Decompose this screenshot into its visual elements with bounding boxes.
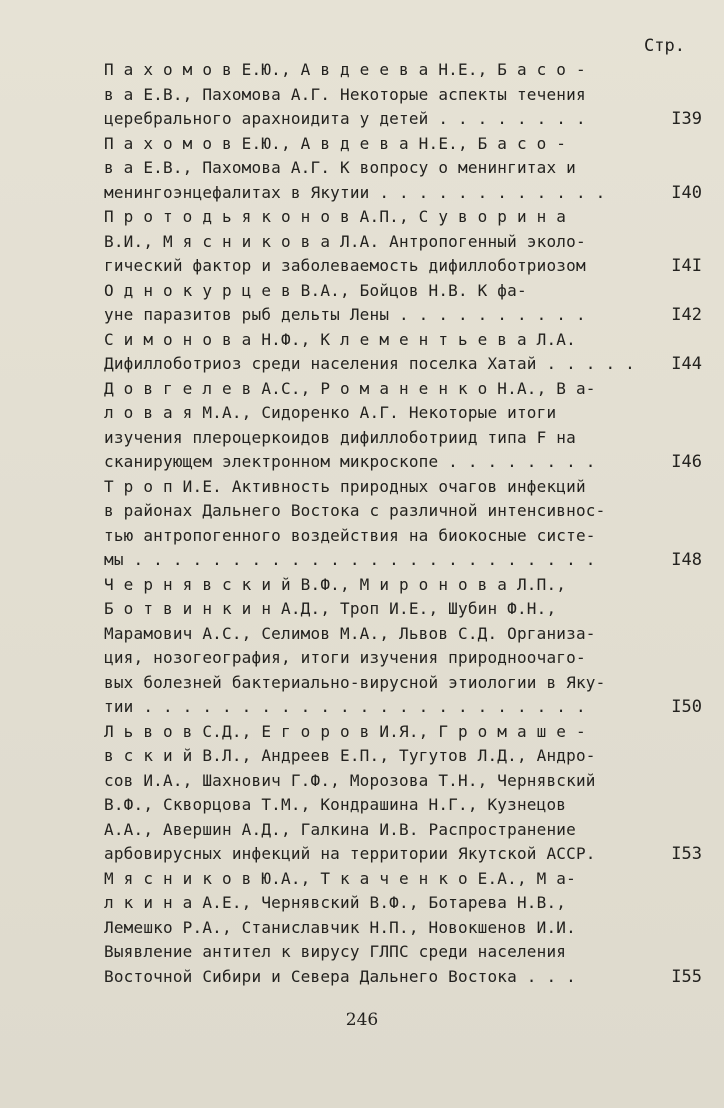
contents-entry [104, 867, 624, 990]
contents-entry [104, 58, 624, 132]
entry-line: менингоэнцефалитах в Якутии . . . . . . . . . . . . [104, 182, 606, 202]
contents-entry [104, 205, 624, 279]
entry-line: Восточной Сибири и Севера Дальнего Востока . . . [104, 966, 576, 986]
entry-line: л о в а я М.А., Сидоренко А.Г. Некоторые итоги [104, 403, 557, 422]
entry-line: в районах Дальнего Востока с различной интенсивнос- [104, 501, 606, 520]
entry-line: гический фактор и заболеваемость дифиллоботриозом [104, 256, 586, 275]
entry-page-number: I42 [671, 305, 702, 325]
entry-line: вых болезней бактериально-вирусной этиологии в Яку- [104, 672, 606, 692]
entry-line: Лемешко Р.А., Станиславчик Н.П., Новокшенов И.И. [104, 917, 576, 937]
entry-page-number: I55 [671, 966, 702, 987]
entry-page-number: I40 [671, 182, 702, 203]
entry-line: Л ь в о в С.Д., Е г о р о в И.Я., Г р о м а ш е - [104, 721, 586, 741]
page-number-footer: 246 [345, 1010, 379, 1030]
entry-line: Дифиллоботриоз среди населения поселка Хатай . . . . . [104, 354, 635, 373]
contents-entry [104, 279, 624, 328]
entry-line: уне паразитов рыб дельты Лены . . . . . . . . . . [104, 305, 586, 324]
entry-line: арбовирусных инфекций на территории Якутской АССР. [104, 844, 596, 863]
contents-entry [104, 475, 624, 573]
entry-page-number: I50 [671, 697, 702, 717]
entry-line: Выявление антител к вирусу ГЛПС среди населения [104, 942, 567, 961]
contents-entry [104, 720, 624, 867]
entry-page-number: I4I [671, 256, 702, 276]
entry-line: изучения плероцеркоидов дифиллоботриид типа F на [104, 427, 576, 447]
contents-entry [104, 573, 624, 720]
contents-entry [104, 377, 624, 475]
entry-page-number: I46 [671, 452, 702, 472]
entry-line: церебрального арахноидита у детей . . . . . . . . [104, 109, 586, 128]
entry-line: тии . . . . . . . . . . . . . . . . . . . . . . . [104, 697, 586, 716]
page-column-header: Стр. [644, 36, 685, 56]
entry-line: в с к и й В.Л., Андреев Е.П., Тугутов Л.Д., Андро- [104, 746, 596, 765]
entry-line: О д н о к у р ц е в В.А., Бойцов Н.В. К фа- [104, 280, 527, 300]
entry-line: А.А., Авершин А.Д., Галкина И.В. Распространение [104, 819, 576, 839]
entry-line: В.И., М я с н и к о в а Л.А. Антропогенный эколо- [104, 231, 586, 251]
entry-line: Б о т в и н к и н А.Д., Троп И.Е., Шубин Ф.Н., [104, 599, 557, 618]
entry-line: М я с н и к о в Ю.А., Т к а ч е н к о Е.А., М а- [104, 868, 576, 888]
entry-line: мы . . . . . . . . . . . . . . . . . . . . . . . . [104, 550, 596, 569]
entry-page-number: I44 [671, 354, 702, 374]
entry-line: ция, нозогеография, итоги изучения природноочаго- [104, 648, 586, 667]
entry-line: сканирующем электронном микроскопе . . . . . . . . [104, 452, 596, 471]
contents-entry [104, 132, 624, 206]
entry-line: в а Е.В., Пахомова А.Г. Некоторые аспекты течения [104, 84, 586, 104]
entry-line: в а Е.В., Пахомова А.Г. К вопросу о менингитах и [104, 158, 576, 177]
entry-line: тью антропогенного воздействия на биокосные систе- [104, 525, 596, 545]
entry-page-number: I53 [671, 844, 702, 864]
entry-line: сов И.А., Шахнович Г.Ф., Морозова Т.Н., Чернявский [104, 770, 596, 790]
entry-line: Д о в г е л е в А.С., Р о м а н е н к о Н.А., В а- [104, 378, 596, 398]
entry-line: л к и н а А.Е., Чернявский В.Ф., Ботарева Н.В., [104, 893, 567, 912]
contents-entry [104, 328, 635, 377]
entry-line: В.Ф., Скворцова Т.М., Кондрашина Н.Г., Кузнецов [104, 795, 567, 814]
entry-line: С и м о н о в а Н.Ф., К л е м е н т ь е в а Л.А. [104, 329, 576, 349]
entry-page-number: I39 [671, 109, 702, 129]
entry-page-number: I48 [671, 550, 702, 570]
entry-line: Ч е р н я в с к и й В.Ф., М и р о н о в а Л.П., [104, 574, 567, 594]
entry-line: Марамович А.С., Селимов М.А., Львов С.Д. Организа- [104, 623, 596, 643]
entry-line: П а х о м о в Е.Ю., А в д е в а Н.Е., Б а с о - [104, 133, 567, 153]
entry-line: П р о т о д ь я к о н о в А.П., С у в о р и н а [104, 207, 567, 226]
entry-line: П а х о м о в Е.Ю., А в д е е в а Н.Е., Б а с о - [104, 60, 586, 79]
entry-line: Т р о п И.Е. Активность природных очагов инфекций [104, 476, 586, 496]
